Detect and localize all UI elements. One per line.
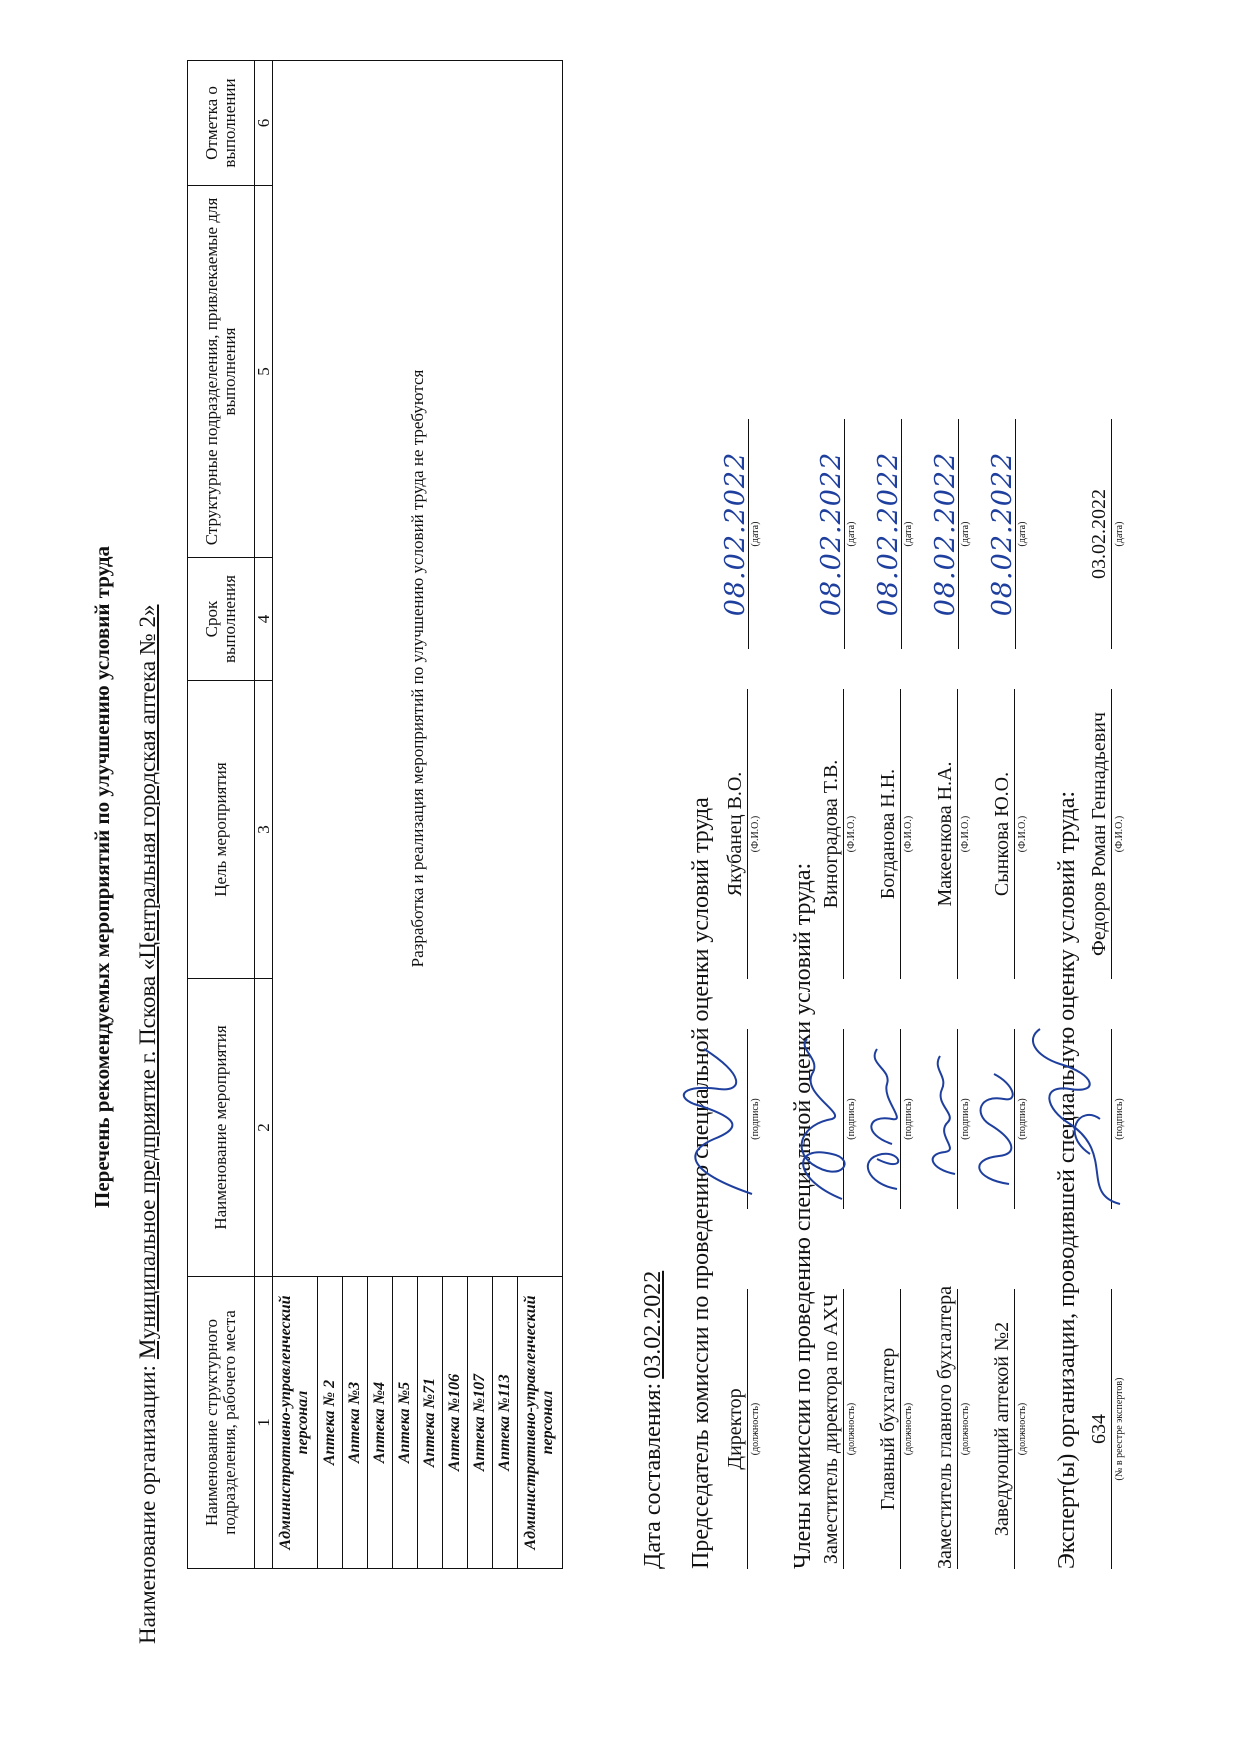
date-caption: (дата) [1114,521,1125,547]
fio-value: Макеенкова Н.А. [933,689,958,979]
position-value: Заместитель главного бухгалтера [934,1285,956,1569]
fio-value: Сынкова Ю.О. [990,689,1015,979]
handwritten-date: 08.02.2022 [877,419,902,649]
fio-field [1080,689,1126,979]
table-header-cell: Структурные подразделения, привлекаемые для выполнения [188,186,255,558]
date-label: Дата составления: [640,1382,666,1569]
position-value: Директор [723,1289,748,1569]
date-caption: (дата) [846,521,857,547]
date-field [983,419,1029,649]
fio-value: Федоров Роман Геннадьевич [1087,689,1112,979]
unit-cell: Аптека №3 [343,1277,368,1569]
column-number: 3 [255,681,273,979]
fio-caption: (Ф.И.О.) [903,815,914,853]
date-value: 03.02.2022 [1087,419,1112,649]
position-caption: (должность) [1017,1402,1028,1456]
date-caption: (дата) [750,521,761,547]
handwritten-signature [847,1024,917,1214]
unit-cell: Аптека №71 [418,1277,443,1569]
date-field [812,419,858,649]
position-value: Заместитель директора по АХЧ [819,1289,844,1569]
table-header-cell: Наименование мероприятия [188,979,255,1277]
unit-cell: Административно-управленческий персонал [518,1277,563,1569]
fio-field [869,689,915,979]
fio-value: Виноградова Т.В. [819,689,844,979]
date-value: 03.02.2022 [640,1270,666,1379]
unit-cell: Аптека №113 [493,1277,518,1569]
signature-caption: (подпись) [1017,1098,1028,1140]
position-caption: (должность) [750,1402,761,1456]
fio-field [812,689,858,979]
position-field [983,1289,1029,1569]
fio-caption: (Ф.И.О.) [846,815,857,853]
member-signature-row [983,69,1033,1569]
position-caption: (должность) [903,1402,914,1456]
fio-value: Богданова Н.Н. [876,689,901,979]
unit-cell: Административно-управленческий персонал [273,1277,318,1569]
expert-signature-row [1080,69,1130,1569]
fio-caption: (Ф.И.О.) [960,815,971,853]
registry-caption: (№ в реестре экспертов) [1114,1377,1125,1481]
position-value: Заведующий аптекой №2 [990,1289,1015,1569]
member-signature-row [926,69,976,1569]
organization-line [135,605,161,1645]
signature-caption: (подпись) [750,1098,761,1140]
position-field [716,1289,762,1569]
column-number: 2 [255,979,273,1277]
measures-table [187,60,563,1569]
measures-note: Разработка и реализация мероприятий по улучшению условий труда не требуются [273,61,563,1277]
column-number: 4 [255,558,273,681]
signature-caption: (подпись) [960,1098,971,1140]
date-caption: (дата) [1017,521,1028,547]
unit-cell: Аптека №4 [368,1277,393,1569]
expert-heading: Эксперт(ы) организации, проводившей специальную оценку условий труда: [1054,790,1080,1569]
handwritten-date: 08.02.2022 [934,419,959,649]
organization-name: Муниципальное предприятие г. Пскова «Центральная городская аптека № 2» [135,604,160,1360]
handwritten-date: 08.02.2022 [820,419,845,649]
fio-field [983,689,1029,979]
registry-number: 634 [1087,1289,1112,1569]
handwritten-signature [1020,1014,1130,1214]
position-field [869,1289,915,1569]
handwritten-date: 08.02.2022 [991,419,1016,649]
compilation-date [640,1271,667,1569]
date-field [869,419,915,649]
signature-caption: (подпись) [1114,1098,1125,1140]
position-value: Главный бухгалтер [876,1289,901,1569]
fio-caption: (Ф.И.О.) [1114,815,1125,853]
column-number: 6 [255,61,273,186]
position-field [926,1285,972,1569]
signature-caption: (подпись) [846,1098,857,1140]
fio-value: Якубанец В.О. [723,689,748,979]
member-signature-row [869,69,919,1569]
fio-field [716,689,762,979]
position-caption: (должность) [960,1402,971,1456]
date-field [1080,419,1126,649]
unit-cell: Аптека №106 [443,1277,468,1569]
date-field [926,419,972,649]
date-caption: (дата) [903,521,914,547]
table-header-cell: Наименование структурного подразделения, рабочего места [188,1277,255,1569]
date-caption: (дата) [960,521,971,547]
column-number: 1 [255,1277,273,1569]
table-header-row [188,61,255,1569]
date-field [716,419,762,649]
table-header-cell: Цель мероприятия [188,681,255,979]
position-caption: (должность) [846,1402,857,1456]
fio-field [926,689,972,979]
chair-signature-row [716,69,766,1569]
fio-caption: (Ф.И.О.) [1017,815,1028,853]
table-row [273,61,318,1569]
table-header-cell: Срок выполнения [188,558,255,681]
column-number: 5 [255,186,273,558]
members-heading: Члены комиссии по проведению специальной оценки условий труда: [790,862,816,1569]
unit-cell: Аптека №107 [468,1277,493,1569]
organization-label: Наименование организации: [135,1365,160,1644]
chair-heading: Председатель комиссии по проведению специальной оценки условий труда [688,797,714,1569]
position-field [812,1289,858,1569]
signature-caption: (подпись) [903,1098,914,1140]
registry-field [1080,1289,1126,1569]
unit-cell: Аптека № 2 [318,1277,343,1569]
fio-caption: (Ф.И.О.) [750,815,761,853]
member-signature-row [812,69,862,1569]
table-header-cell: Отметка о выполнении [188,61,255,186]
unit-cell: Аптека №5 [393,1277,418,1569]
column-number-row [255,61,273,1569]
document-title: Перечень рекомендуемых мероприятий по улучшению условий труда [90,546,114,1208]
handwritten-signature [959,1024,1029,1214]
handwritten-date: 08.02.2022 [724,419,749,649]
handwritten-signature [674,1024,764,1214]
